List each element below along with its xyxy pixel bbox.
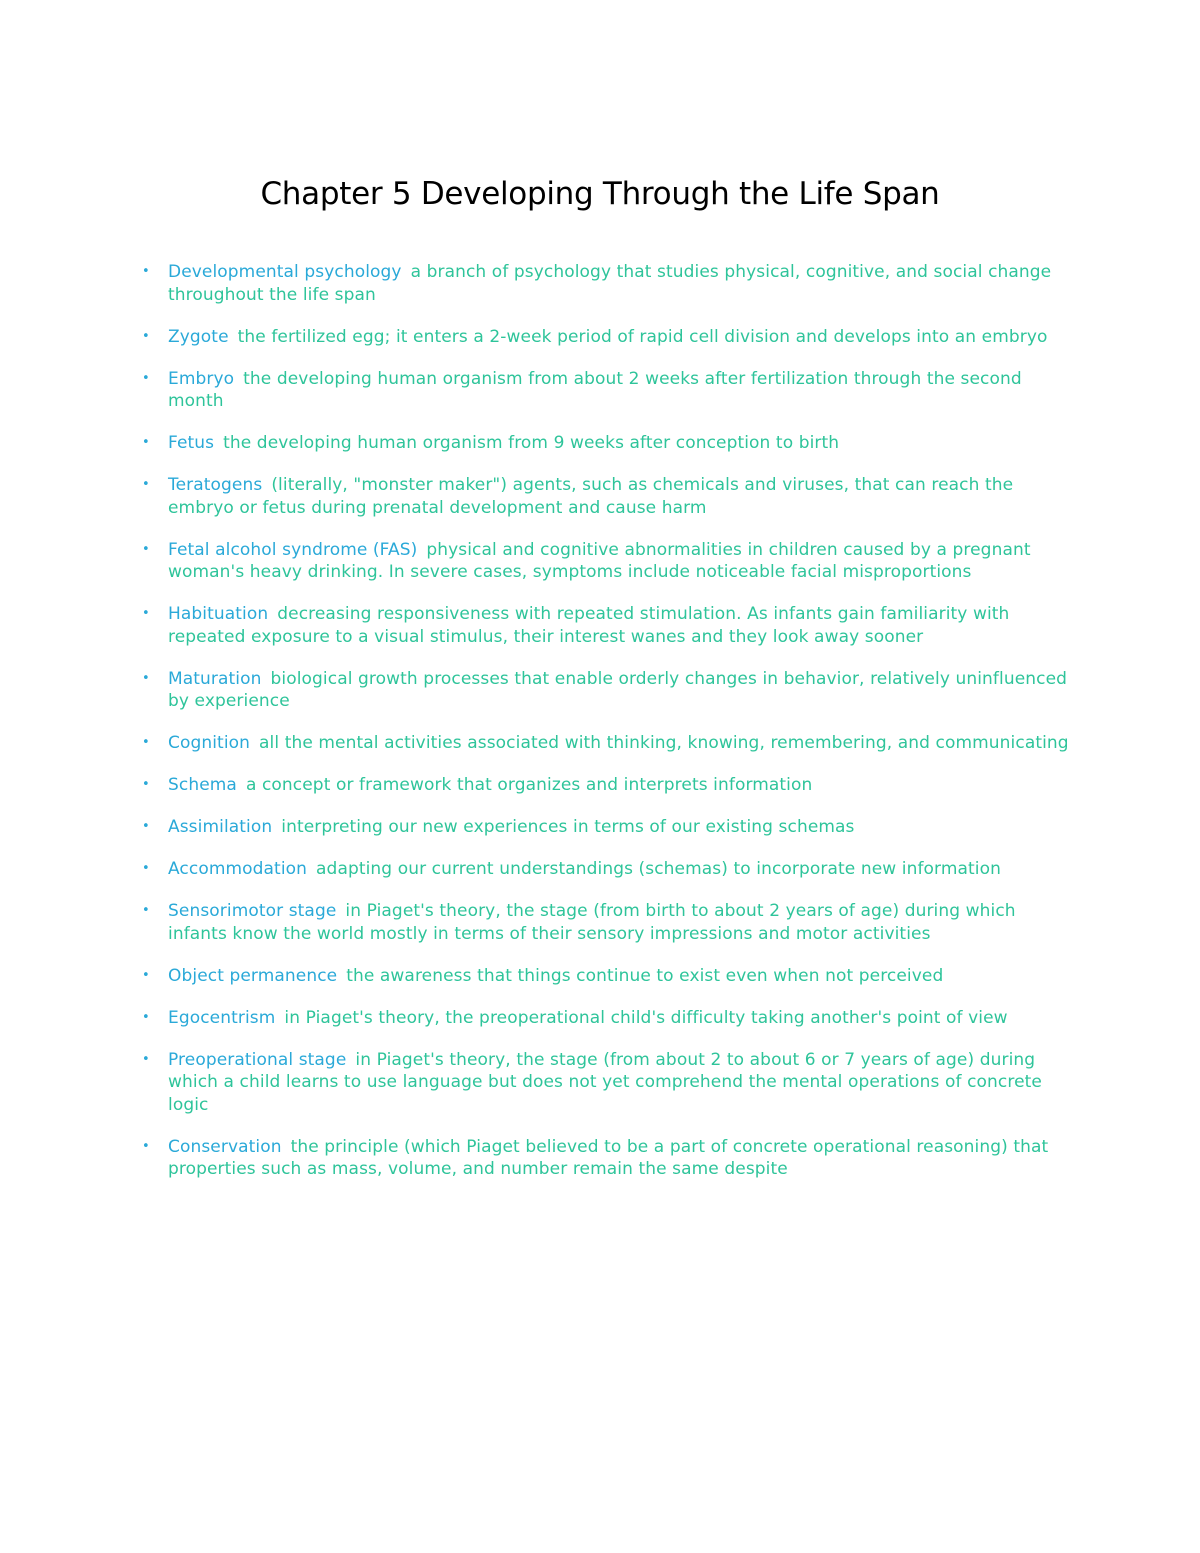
term-definition: decreasing responsiveness with repeated stimulation. As infants gain familiarity with repeated exposure to a visual stimulus, their interest wanes and they look away sooner [168, 604, 1010, 647]
term-definition: the awareness that things continue to exist even when not perceived [346, 965, 944, 986]
term-word: Preoperational stage [168, 1049, 347, 1070]
bullet-icon: • [142, 541, 150, 557]
term-definition: in Piaget's theory, the stage (from about 2 to about 6 or 7 years of age) during which a child learns to use language but does not yet comprehend the mental operations of concrete logic [168, 1049, 1042, 1115]
term-word: Conservation [168, 1136, 282, 1157]
term-definition: a branch of psychology that studies physical, cognitive, and social change throughout the life span [168, 262, 1052, 305]
list-item [142, 432, 1072, 455]
term-definition: the principle (which Piaget believed to be a part of concrete operational reasoning) that properties such as mass, volume, and number remain the same despite [168, 1136, 1049, 1179]
term-word: Maturation [168, 668, 262, 689]
term-definition: biological growth processes that enable orderly changes in behavior, relatively uninfluenced by experience [168, 668, 1068, 711]
bullet-icon: • [142, 435, 150, 450]
term-word: Egocentrism [168, 1007, 276, 1028]
term-word: Developmental psychology [168, 262, 402, 282]
term-word: Embryo [168, 368, 235, 389]
list-item [142, 1007, 1072, 1030]
list-item [142, 965, 1072, 988]
page-title: Chapter 5 Developing Through the Life Span [260, 176, 940, 212]
term-word: Fetal alcohol syndrome (FAS) [168, 539, 418, 560]
bullet-icon: • [142, 735, 150, 750]
term-definition: (literally, "monster maker") agents, such as chemicals and viruses, that can reach the embryo or fetus during prenatal development and cause harm [168, 475, 1014, 518]
bullet-icon: • [142, 370, 150, 386]
term-definition: the developing human organism from about 2 weeks after fertilization through the second month [168, 368, 1022, 411]
bullet-icon: • [142, 861, 150, 876]
bullet-icon: • [142, 1051, 150, 1067]
bullet-icon: • [142, 477, 150, 492]
term-word: Teratogens [168, 475, 263, 495]
term-word: Accommodation [168, 859, 308, 879]
list-item [142, 1136, 1072, 1181]
term-definition: physical and cognitive abnormalities in children caused by a pregnant woman's heavy drinking. In severe cases, symptoms include noticeable facial misproportions [168, 539, 1031, 582]
list-item [142, 261, 1072, 306]
term-definition: all the mental activities associated with thinking, knowing, remembering, and communicating [259, 733, 1069, 753]
list-item [142, 668, 1072, 713]
bullet-icon: • [142, 1009, 150, 1025]
term-word: Habituation [168, 604, 269, 624]
term-word: Object permanence [168, 965, 338, 986]
bullet-icon: • [142, 328, 150, 344]
bullet-icon: • [142, 819, 150, 834]
term-definition: in Piaget's theory, the preoperational child's difficulty taking another's point of view [284, 1007, 1008, 1028]
list-item [142, 732, 1072, 755]
term-word: Sensorimotor stage [168, 901, 337, 921]
term-definition: the fertilized egg; it enters a 2-week period of rapid cell division and develops into an embryo [237, 326, 1048, 347]
bullet-icon: • [142, 903, 150, 918]
term-word: Schema [168, 775, 237, 795]
list-item [142, 368, 1072, 413]
list-item [142, 603, 1072, 648]
term-word: Fetus [168, 433, 215, 453]
list-item [142, 774, 1072, 797]
bullet-icon: • [142, 777, 150, 792]
bullet-icon: • [142, 264, 150, 279]
term-definition: interpreting our new experiences in terms of our existing schemas [281, 817, 855, 837]
list-item [142, 1049, 1072, 1117]
term-definition: in Piaget's theory, the stage (from birth to about 2 years of age) during which infants know the world mostly in terms of their sensory impressions and motor activities [168, 901, 1016, 944]
term-definition: adapting our current understandings (schemas) to incorporate new information [316, 859, 1001, 879]
list-item [142, 326, 1072, 349]
term-definition: the developing human organism from 9 weeks after conception to birth [223, 433, 840, 453]
list-item [142, 539, 1072, 584]
term-definition: a concept or framework that organizes and interprets information [245, 775, 813, 795]
bullet-icon: • [142, 1138, 150, 1154]
list-item [142, 900, 1072, 945]
term-word: Assimilation [168, 817, 273, 837]
glossary-list [142, 261, 1072, 1200]
term-word: Cognition [168, 733, 251, 753]
bullet-icon: • [142, 670, 150, 686]
list-item [142, 858, 1072, 881]
list-item [142, 474, 1072, 519]
list-item [142, 816, 1072, 839]
bullet-icon: • [142, 967, 150, 983]
term-word: Zygote [168, 326, 229, 347]
bullet-icon: • [142, 606, 150, 621]
